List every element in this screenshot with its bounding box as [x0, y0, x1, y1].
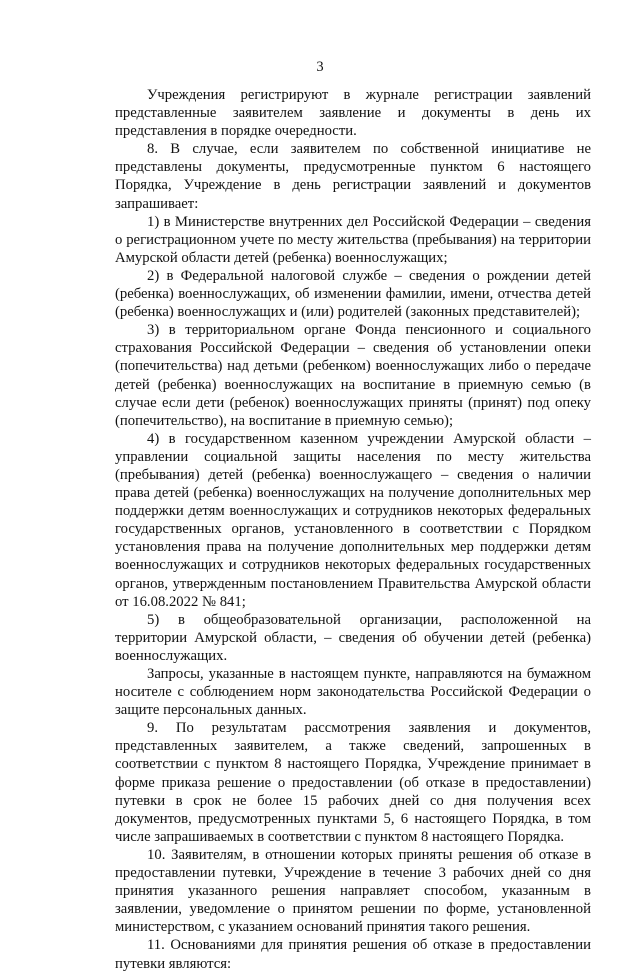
paragraph-subitem-2: 2) в Федеральной налоговой службе – сведения о рождении детей (ребенка) военнослужащих, об изменении фамилии, имени, отчества детей (ребенка) военнослужащих и (или) родителей (законных представителей); [115, 267, 591, 321]
paragraph-requests: Запросы, указанные в настоящем пункте, направляются на бумажном носителе с соблюдением норм законодательства Российской Федерации о защите персональных данных. [115, 666, 591, 719]
paragraph-item-9: 9. По результатам рассмотрения заявления и документов, представленных заявителем, а также сведений, запрошенных в соответствии с пунктом 8 настоящего Порядка, Учреждение принимает в форме приказа решение о предоставлении (об отказе в предоставлении) путевки в срок не более 15 рабочих дней со дня получения всех документов, предусмотренных пунктами 5, 6 настоящего Порядка, в том числе запрашиваемых в соответствии с пунктом 8 настоящего Порядка. [115, 720, 591, 845]
paragraph-item-10: 10. Заявителям, в отношении которых приняты решения об отказе в предоставлении путевки, Учреждение в течение 3 рабочих дней со дня принятия указанного решения направляет способом, указанным в заявлении, уведомление о принятом решении по форме, установленной министерством, с указанием оснований принятия такого решения. [115, 846, 591, 936]
paragraph-subitem-5: 5) в общеобразовательной организации, расположенной на территории Амурской области, – сведения об обучении детей (ребенка) военнослужащих. [115, 611, 591, 664]
paragraph-item-11: 11. Основаниями для принятия решения об отказе в предоставлении путевки являются: [115, 937, 591, 972]
paragraph-subitem-1: 1) в Министерстве внутренних дел Российской Федерации – сведения о регистрационном учете по месту жительства (пребывания) на территории Амурской области детей (ребенка) военнослужащих; [115, 213, 591, 266]
page-number: 3 [316, 59, 324, 75]
paragraph-subitem-4: 4) в государственном казенном учреждении Амурской области – управлении социальной защиты населения по месту жительства (пребывания) детей (ребенка) военнослужащего – сведения о наличии права детей (ребенка) военнослужащих на получение дополнительных мер поддержки детям военнослужащих и сотрудников некоторых федеральных государственных органов, установленного в соответствии с Порядком установления права на получение дополнительных мер поддержки детям военнослужащих и сотрудников некоторых федеральных государственных органов, утвержденным постановлением Правительства Амурской области от 16.08.2022 № 841; [115, 430, 591, 610]
document-body [115, 86, 591, 973]
paragraph-item-8: 8. В случае, если заявителем по собственной инициативе не представлены документы, предусмотренные пунктом 6 настоящего Порядка, Учреждение в день регистрации заявлений и документов запрашивает: [115, 141, 591, 212]
paragraph-subitem-3: 3) в территориальном органе Фонда пенсионного и социального страхования Российской Федерации – сведения об установлении опеки (попечительства) над детьми (ребенком) военнослужащих либо о передаче детей (ребенка) военнослужащих на воспитание в приемную семью (в случае если дети (ребенок) военнослужащих приняты (принят) под опеку (попечительство), на воспитание в приемную семью); [115, 322, 591, 429]
paragraph-continuation: Учреждения регистрируют в журнале регистрации заявлений представленные заявителем заявление и документы в день их представления в порядке очередности. [115, 87, 591, 140]
